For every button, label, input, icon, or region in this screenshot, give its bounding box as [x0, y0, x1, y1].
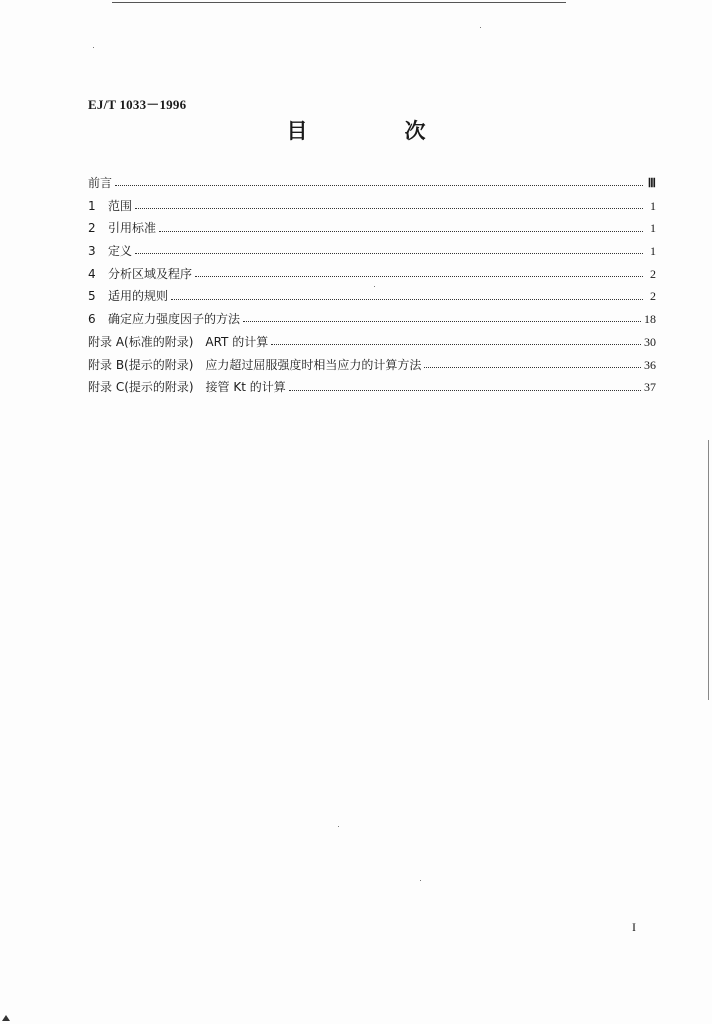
toc-entry-label: 引用标准 — [108, 221, 157, 236]
scan-corner-mark — [2, 1015, 10, 1021]
toc-entry-label: 范围 — [108, 198, 133, 213]
toc-dot-leader — [424, 366, 641, 368]
toc-entry-number: 1 — [88, 198, 96, 213]
standard-code: EJ/T 1033－1996 — [88, 97, 187, 112]
toc-entry[interactable] — [88, 331, 656, 354]
toc-entry-page: 18 — [644, 312, 656, 327]
toc-entry[interactable] — [88, 285, 656, 308]
toc-entry-page: 1 — [650, 198, 656, 213]
toc-entry-label: 前言 — [88, 176, 113, 190]
toc-entry-page: 2 — [650, 266, 656, 281]
scan-top-rule — [112, 2, 566, 3]
toc-title: 目 次 — [286, 119, 464, 143]
table-of-contents — [88, 172, 656, 399]
scan-speck — [338, 826, 339, 827]
toc-dot-leader — [135, 252, 643, 254]
toc-entry[interactable] — [88, 172, 656, 195]
toc-entry-label: 定义 — [108, 244, 133, 259]
toc-dot-leader — [289, 389, 641, 391]
toc-entry-number: 2 — [88, 221, 96, 236]
toc-entry-page: 30 — [644, 334, 656, 349]
scan-speck — [93, 47, 94, 48]
toc-entry[interactable] — [88, 240, 656, 263]
scan-speck — [420, 880, 421, 881]
toc-entry-page: 36 — [644, 357, 656, 372]
toc-entry[interactable] — [88, 217, 656, 240]
toc-entry-number: 6 — [88, 312, 96, 327]
toc-entry-page: 1 — [650, 244, 656, 259]
toc-entry-page: 37 — [644, 380, 656, 395]
toc-entry[interactable] — [88, 195, 656, 218]
toc-entry[interactable] — [88, 263, 656, 286]
toc-entry[interactable] — [88, 376, 656, 399]
toc-dot-leader — [271, 343, 641, 345]
toc-dot-leader — [243, 320, 641, 322]
toc-entry-label: 附录 A(标准的附录) ART 的计算 — [88, 334, 269, 349]
toc-entry-label: 分析区域及程序 — [108, 266, 193, 281]
toc-entry-label: 确定应力强度因子的方法 — [108, 312, 241, 327]
toc-entry-number: 3 — [88, 244, 96, 259]
toc-entry-number: 5 — [88, 289, 96, 304]
toc-entry-label: 适用的规则 — [108, 289, 169, 304]
page-number: I — [632, 920, 636, 934]
toc-entry-label: 附录 B(提示的附录) 应力超过屈服强度时相当应力的计算方法 — [88, 357, 422, 372]
toc-dot-leader — [171, 298, 643, 300]
toc-entry-number: 4 — [88, 266, 96, 281]
scan-right-edge — [708, 440, 709, 700]
toc-entry-page: Ⅲ — [647, 176, 656, 190]
toc-dot-leader — [135, 207, 643, 209]
toc-dot-leader — [115, 184, 643, 186]
toc-entry-page: 2 — [650, 289, 656, 304]
toc-entry[interactable] — [88, 308, 656, 331]
toc-entry[interactable] — [88, 354, 656, 377]
toc-entry-page: 1 — [650, 221, 656, 236]
toc-dot-leader — [159, 230, 643, 232]
scan-speck — [480, 27, 481, 28]
toc-dot-leader — [195, 275, 643, 277]
toc-entry-label: 附录 C(提示的附录) 接管 Kt 的计算 — [88, 380, 286, 395]
